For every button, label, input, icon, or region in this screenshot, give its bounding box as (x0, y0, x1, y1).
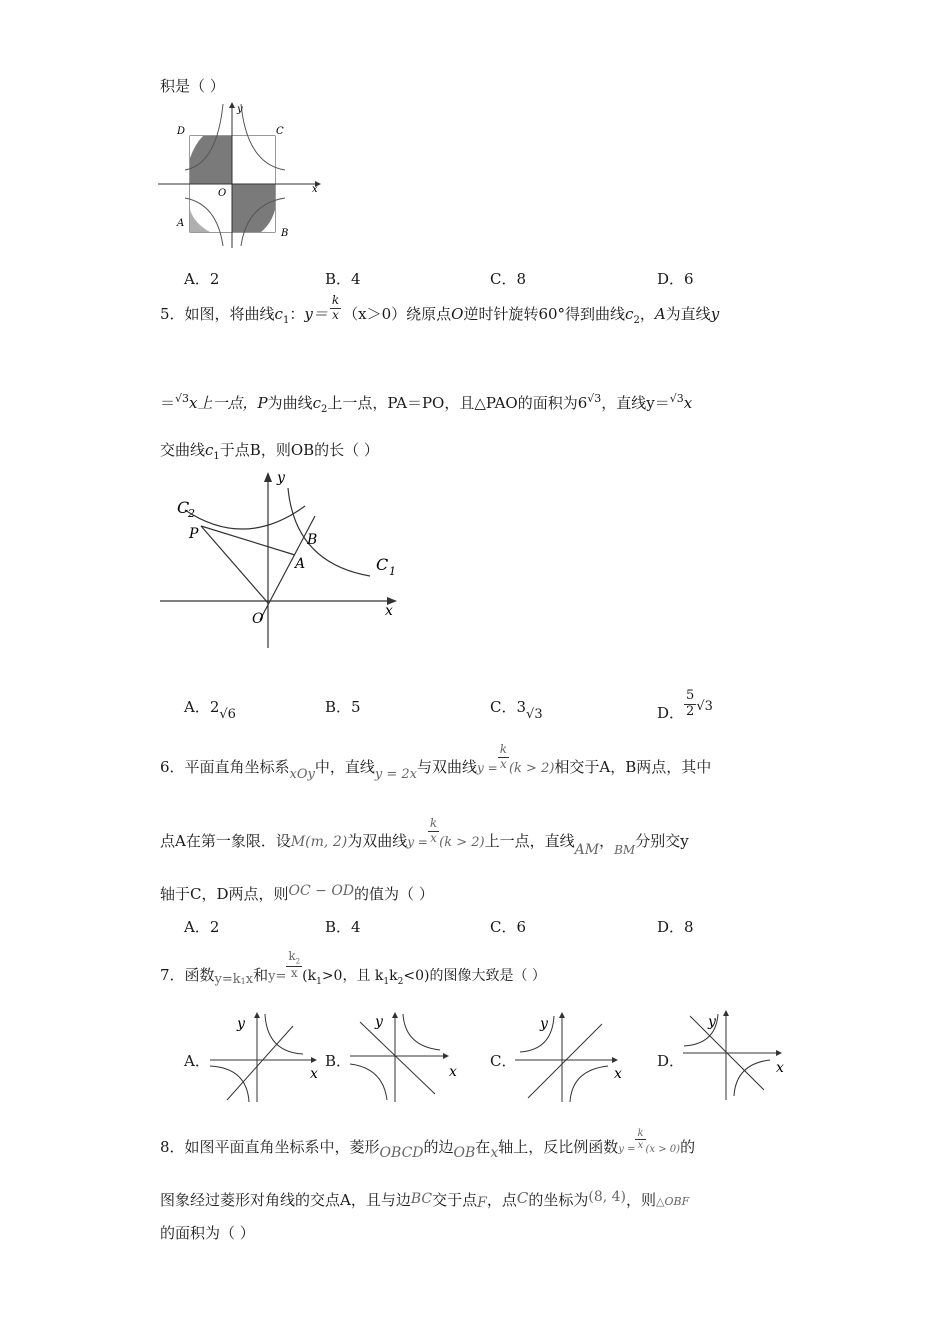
svg-text:x: x (449, 1064, 457, 1080)
q5-option-c: C．3√3 (490, 698, 543, 722)
q7-graph-a (205, 1010, 325, 1105)
q6-line3: 轴于C，D两点，则OC − OD的值为（ ） (160, 883, 434, 903)
q7-label-b: B． (325, 1052, 352, 1070)
svg-text:y: y (540, 1016, 548, 1032)
q7-line1: 7．函数$y=k_1x$和y= $\frac{k_2}{x}$ ($k_1>0$，且 $k_1k_2<0$)的图像大致是（ ） (160, 948, 546, 987)
q4-figure (155, 100, 325, 250)
q5-line2: ＝$^{√3}$x上一点，P为曲线$c_2$上一点，PA＝PO，且△PAO的面积为$6^{√3}$，直线y＝$^{√3}$x (160, 392, 693, 415)
q7-graph-c (510, 1010, 630, 1105)
q6-line1: 6．平面直角坐标系xOy中，直线y = 2x与双曲线y = $\frac{k}{x}$ (k > 2)相交于A，B两点，其中 (160, 742, 712, 782)
q7-label-a: A． (184, 1052, 210, 1070)
q5-label-p: P (189, 526, 199, 542)
q8-line3: 的面积为（ ） (160, 1224, 255, 1242)
q8-line1: 8．如图平面直角坐标系中，菱形OBCD的边OB在x轴上，反比例函数y = $\frac{k}{x}$ (x > 0)的 (160, 1127, 696, 1161)
q5-label-a: A (295, 556, 306, 572)
q4-label-d: D (177, 126, 186, 137)
q6-option-b: B．4 (325, 918, 361, 936)
q7-fraction: $\frac{k_2}{x}$ (288, 948, 301, 980)
q6-fraction-2: $\frac{k}{x}$ (429, 816, 438, 845)
q5-option-b: B．5 (325, 698, 361, 716)
q4-label-a: A (177, 218, 185, 229)
q5-label-x: x (385, 603, 393, 619)
svg-text:y: y (237, 1016, 245, 1032)
q6-line2: 点A在第一象限．设M(m, 2)为双曲线y = $\frac{k}{x}$ (k > 2)上一点，直线AM，$_{BM}$分别交y (160, 816, 689, 858)
svg-text:x: x (776, 1060, 784, 1076)
q5-line3: 交曲线$c_1$于点B，则OB的长（ ） (160, 441, 379, 462)
q4-label-y: y (237, 104, 243, 115)
q5-option-d: D． $\frac{5}{2}$ √3 (657, 688, 713, 722)
q6-option-d: D．8 (657, 918, 694, 936)
q5-line1: 5．如图，将曲线$c_1$：y＝ $\frac{k}{x}$ （x＞0）绕原点O逆时针旋转60°得到曲线$c_2$，A为直线y (160, 293, 720, 326)
svg-text:x: x (614, 1066, 622, 1082)
q5-label-c1sub: 1 (389, 565, 396, 578)
q5-option-a: A．2√6 (184, 698, 236, 722)
q7-graph-d (678, 1008, 798, 1103)
q5-label-c1: C (376, 555, 389, 574)
svg-text:y: y (375, 1014, 383, 1030)
q4-label-o: O (218, 188, 227, 199)
q5-label-c2: C (177, 498, 190, 517)
q4-option-c: C．8 (490, 270, 527, 288)
svg-text:y: y (708, 1014, 716, 1030)
q4-option-a: A．2 (184, 270, 220, 288)
q4-label-x: x (312, 184, 318, 195)
q7-graph-b (345, 1010, 465, 1105)
q5-label-c2sub: 2 (188, 507, 195, 520)
q4-label-b: B (281, 228, 289, 239)
q4-option-b: B．4 (325, 270, 361, 288)
q5-label-o: O (252, 611, 264, 627)
q4-option-d: D．6 (657, 270, 694, 288)
q6-option-c: C．6 (490, 918, 527, 936)
q5-figure (155, 468, 405, 653)
q6-option-a: A．2 (184, 918, 220, 936)
q7-label-c: C． (490, 1052, 517, 1070)
svg-text:x: x (310, 1066, 318, 1082)
q5-label-y: y (277, 470, 285, 486)
q5-fraction: $\frac{k}{x}$ (331, 293, 340, 322)
q8-line2: 图象经过菱形对角线的交点Α，且与边BC交于点F，点C的坐标为(8, 4)，则△OBF (160, 1189, 690, 1211)
q8-fraction: $\frac{k}{x}$ (637, 1127, 644, 1151)
q7-label-d: D． (657, 1052, 685, 1070)
q4-tail: 积是（ ） (160, 77, 225, 95)
q6-fraction-1: $\frac{k}{x}$ (499, 742, 507, 771)
q5-label-b: B (307, 532, 318, 548)
q4-label-c: C (276, 126, 284, 137)
